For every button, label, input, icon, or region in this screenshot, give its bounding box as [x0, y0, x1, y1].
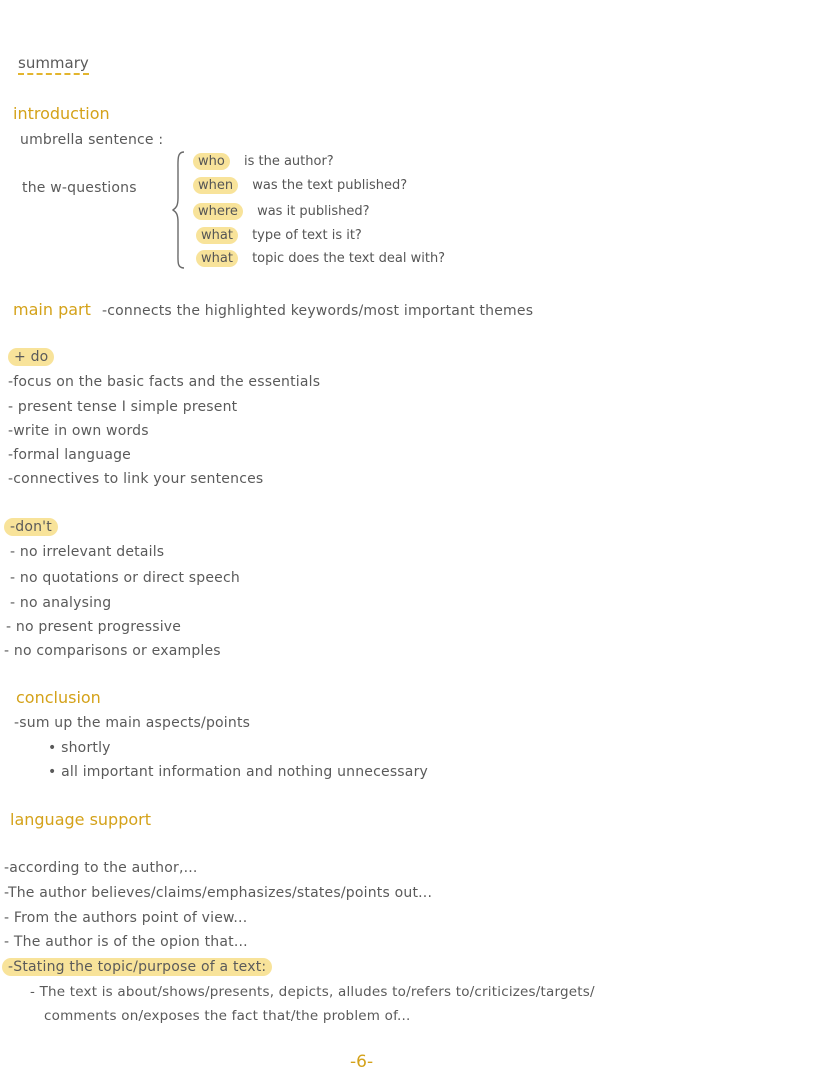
dont-item: - no irrelevant details	[10, 544, 165, 560]
conclusion-item: -sum up the main aspects/points	[14, 715, 251, 731]
question-text: is the author?	[243, 154, 334, 169]
do-item: -write in own words	[8, 423, 149, 439]
do-item: -focus on the basic facts and the essentials	[8, 374, 321, 390]
do-item: -formal language	[8, 447, 131, 463]
question-word: who	[193, 153, 230, 170]
language-support-item: -according to the author,...	[4, 860, 198, 876]
main-part-row	[13, 300, 533, 319]
dont-item: - no comparisons or examples	[4, 643, 221, 659]
question-word: when	[193, 177, 238, 194]
language-support-item: - The author is of the opion that...	[4, 934, 248, 950]
main-part-heading: main part	[13, 300, 91, 319]
do-heading: + do	[8, 348, 54, 366]
w-questions-label: the w-questions	[22, 180, 137, 196]
question-text: was the text published?	[252, 178, 408, 193]
language-support-heading: language support	[10, 810, 152, 829]
question-word: where	[193, 203, 243, 220]
question-row	[193, 204, 370, 219]
question-text: type of text is it?	[252, 228, 362, 243]
question-row	[193, 178, 407, 193]
stating-topic-line: - The text is about/shows/presents, depicts, alludes to/refers to/criticizes/targets/	[30, 984, 595, 1000]
main-part-description: -connects the highlighted keywords/most important themes	[101, 303, 534, 319]
conclusion-subitem: • shortly	[48, 740, 111, 756]
umbrella-sentence-label: umbrella sentence :	[20, 132, 164, 148]
question-word: what	[196, 250, 238, 267]
stating-topic-heading: -Stating the topic/purpose of a text:	[2, 958, 272, 976]
introduction-heading: introduction	[13, 104, 110, 123]
question-text: was it published?	[257, 204, 370, 219]
language-support-item: -The author believes/claims/emphasizes/states/points out...	[4, 885, 433, 901]
question-row	[193, 154, 334, 169]
page-title: summary	[18, 54, 89, 75]
language-support-item: - From the authors point of view...	[4, 910, 248, 926]
conclusion-heading: conclusion	[16, 688, 101, 707]
stating-topic-line: comments on/exposes the fact that/the problem of...	[44, 1008, 411, 1024]
question-text: topic does the text deal with?	[252, 251, 446, 266]
page-number: -6-	[350, 1052, 374, 1072]
question-row	[196, 251, 445, 266]
question-word: what	[196, 227, 238, 244]
question-row	[196, 228, 362, 243]
dont-item: - no quotations or direct speech	[10, 570, 240, 586]
curly-brace-icon	[172, 150, 186, 270]
conclusion-subitem: • all important information and nothing unnecessary	[48, 764, 429, 780]
do-item: - present tense I simple present	[8, 399, 238, 415]
dont-item: - no present progressive	[6, 619, 182, 635]
dont-item: - no analysing	[10, 595, 112, 611]
dont-heading: -don't	[4, 518, 58, 536]
do-item: -connectives to link your sentences	[8, 471, 264, 487]
